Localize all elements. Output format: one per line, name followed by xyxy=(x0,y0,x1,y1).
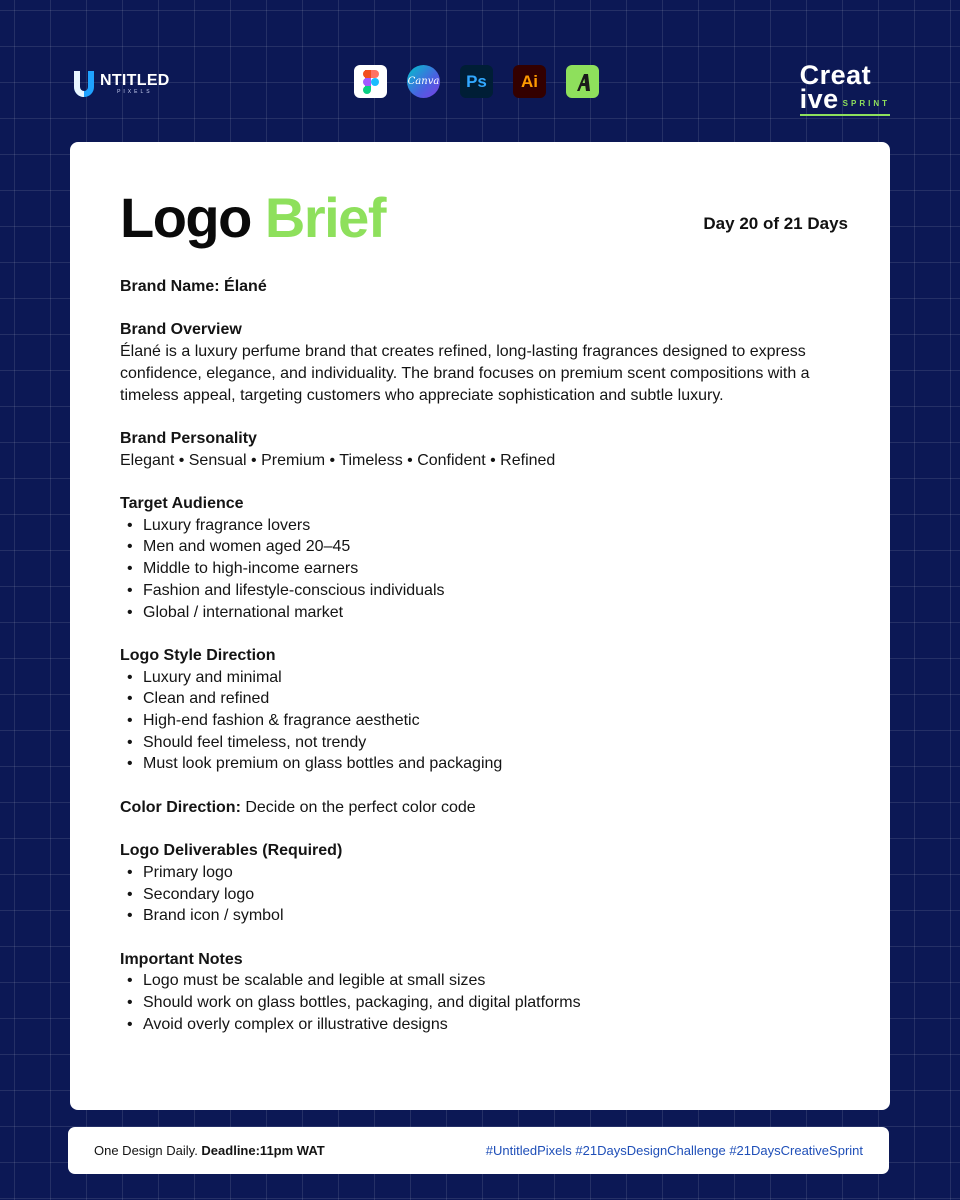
creative-sprint-line1: Creat xyxy=(799,60,872,90)
creative-sprint-sub: SPRINT xyxy=(842,99,890,108)
list-item: • Men and women aged 20–45 xyxy=(120,536,850,558)
deliverables-list xyxy=(120,862,850,927)
footer-hashtags[interactable]: #UntitledPixels #21DaysDesignChallenge #21DaysCreativeSprint xyxy=(485,1143,863,1158)
footer-deadline-time: Deadline:11pm WAT xyxy=(201,1143,325,1158)
list-item: • Secondary logo xyxy=(120,884,850,906)
untitled-brand-name: NTITLED xyxy=(100,72,170,89)
creative-sprint-underline xyxy=(800,114,890,116)
list-item: • Logo must be scalable and legible at small sizes xyxy=(120,970,850,992)
list-item: • Luxury fragrance lovers xyxy=(120,515,850,537)
creative-sprint-logo xyxy=(800,62,890,116)
list-item: • Brand icon / symbol xyxy=(120,905,850,927)
overview-heading: Brand Overview xyxy=(120,321,242,339)
section-style xyxy=(120,645,850,775)
audience-heading: Target Audience xyxy=(120,494,244,512)
creative-sprint-line2: ive xyxy=(799,84,839,114)
u-logo-icon xyxy=(70,68,98,100)
section-deliverables xyxy=(120,840,850,927)
list-item: • Fashion and lifestyle-conscious individuals xyxy=(120,580,850,602)
color-label: Color Direction: xyxy=(120,798,241,816)
notes-heading: Important Notes xyxy=(120,950,243,968)
figma-icon xyxy=(354,65,387,98)
section-color xyxy=(120,797,850,819)
top-bar xyxy=(0,0,960,140)
list-item: • Avoid overly complex or illustrative designs xyxy=(120,1014,850,1036)
list-item: • High-end fashion & fragrance aesthetic xyxy=(120,710,850,732)
canva-icon: Canva xyxy=(407,65,440,98)
list-item: • Luxury and minimal xyxy=(120,667,850,689)
brief-card xyxy=(70,142,890,1110)
footer-bar xyxy=(68,1127,889,1174)
title-main: Logo xyxy=(120,186,251,249)
list-item: • Should work on glass bottles, packaging, and digital platforms xyxy=(120,992,850,1014)
title-accent: Brief xyxy=(264,186,385,249)
section-audience xyxy=(120,493,850,623)
photoshop-icon: Ps xyxy=(460,65,493,98)
list-item: • Global / international market xyxy=(120,602,850,624)
list-item: • Should feel timeless, not trendy xyxy=(120,732,850,754)
style-list xyxy=(120,667,850,776)
brand-name: Brand Name: Élané xyxy=(120,278,267,295)
section-overview xyxy=(120,319,850,406)
tool-icons xyxy=(354,65,599,98)
day-counter: Day 20 of 21 Days xyxy=(703,214,848,233)
list-item: • Primary logo xyxy=(120,862,850,884)
overview-text: Élané is a luxury perfume brand that creates refined, long-lasting fragrances designed to express confidence, elegance, and individuality. The brand focuses on premium scent compositions with a timeless appeal, targeting customers who appreciate sophistication and subtle luxury. xyxy=(120,343,810,404)
audience-list xyxy=(120,515,850,624)
footer-tagline: One Design Daily. xyxy=(94,1143,202,1158)
list-item: • Middle to high-income earners xyxy=(120,558,850,580)
untitled-pixels-logo xyxy=(70,68,170,100)
notes-list xyxy=(120,970,850,1035)
page-title xyxy=(120,186,385,249)
style-heading: Logo Style Direction xyxy=(120,646,276,664)
deliverables-heading: Logo Deliverables (Required) xyxy=(120,842,343,860)
section-notes xyxy=(120,949,850,1036)
brief-content xyxy=(120,276,850,1057)
personality-text: Elegant • Sensual • Premium • Timeless • Confident • Refined xyxy=(120,451,556,469)
illustrator-icon: Ai xyxy=(513,65,546,98)
footer-deadline xyxy=(94,1143,325,1158)
personality-heading: Brand Personality xyxy=(120,429,257,447)
list-item: • Must look premium on glass bottles and packaging xyxy=(120,753,850,775)
list-item: • Clean and refined xyxy=(120,688,850,710)
section-personality xyxy=(120,428,850,471)
untitled-brand-sub: PIXELS xyxy=(117,89,153,95)
color-text: Decide on the perfect color code xyxy=(240,798,476,816)
affinity-icon xyxy=(566,65,599,98)
